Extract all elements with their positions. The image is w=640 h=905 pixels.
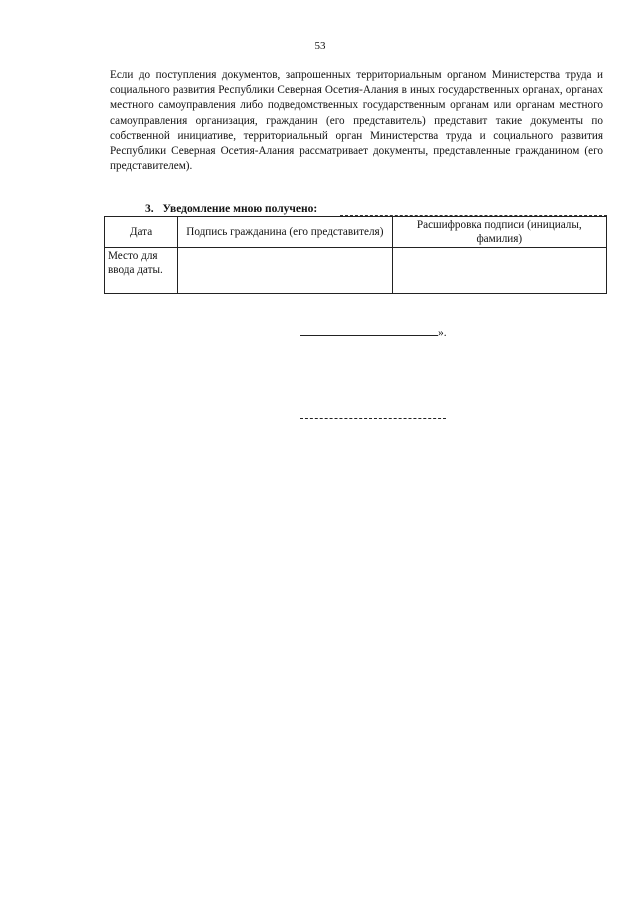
date-input-cell[interactable]: Место для ввода даты. (105, 248, 178, 294)
section-heading (145, 203, 317, 215)
section-title: Уведомление мною получено: (162, 203, 318, 215)
header-signature: Подпись гражданина (его представителя) (178, 217, 393, 248)
signature-decoding-cell[interactable] (392, 248, 606, 294)
closing-quote: ». (438, 327, 447, 339)
signature-line-dashed (300, 418, 446, 419)
body-paragraph: Если до поступления документов, запрошенных территориальным органом Министерства труда и социального развития Республики Северная Осетия-Алания в иных государственных органах, органах местного самоуправления либо подведомственных государственным органам или органам местного самоуправления организация, гражданин (его представитель) представит такие документы по собственной инициативе, территориальный орган Министерства труда и социального развития Республики Северная Осетия-Алания рассматривает документы, представленные гражданином (его представителем). (110, 69, 603, 173)
receipt-table (104, 216, 607, 294)
table-header-row (105, 217, 607, 248)
header-date: Дата (105, 217, 178, 248)
signature-line-closing (300, 325, 447, 339)
section-number: 3. (145, 203, 154, 215)
header-signature-decoding: Расшифровка подписи (инициалы, фамилия) (392, 217, 606, 248)
table-row (105, 248, 607, 294)
signature-underline (300, 325, 438, 336)
page-number: 53 (314, 40, 326, 52)
signature-cell[interactable] (178, 248, 393, 294)
